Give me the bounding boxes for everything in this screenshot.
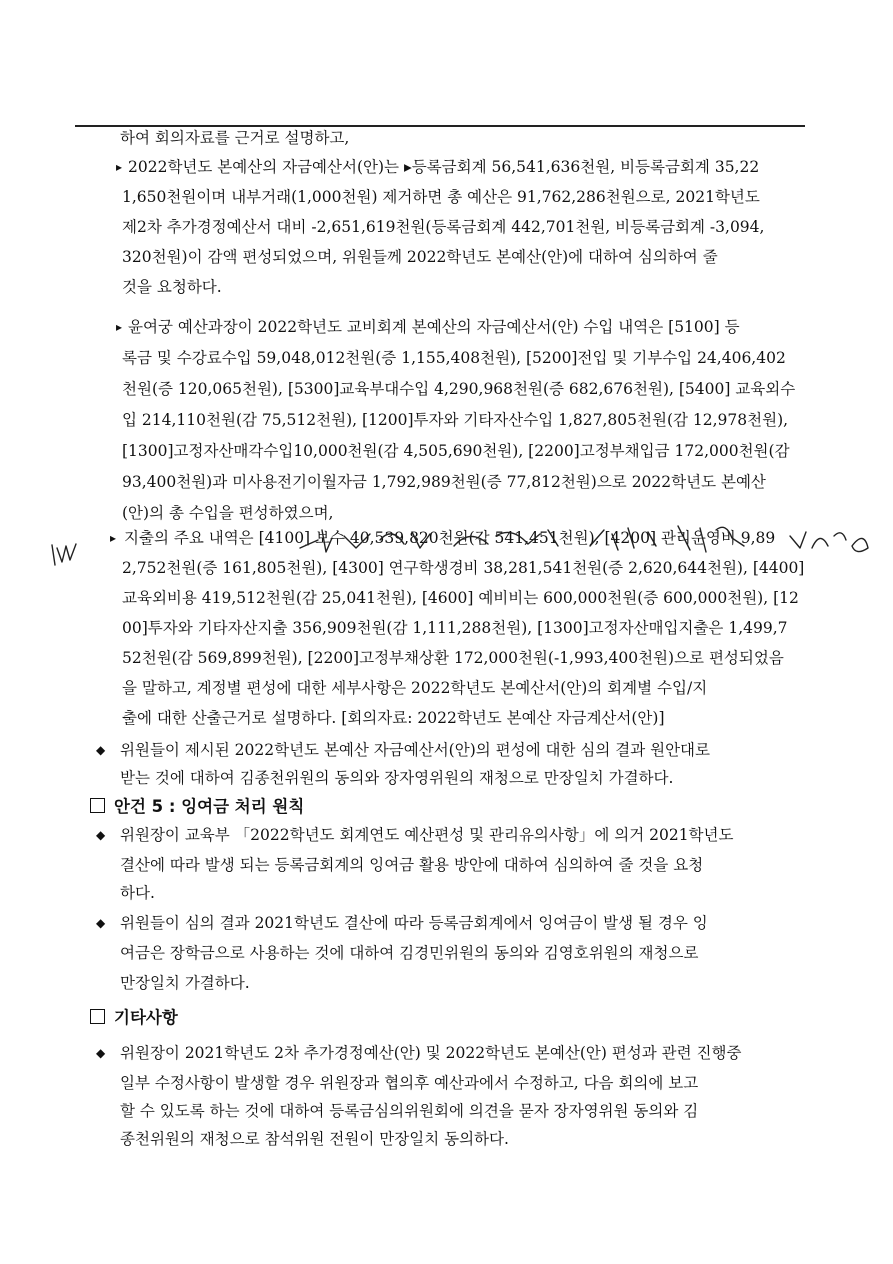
margin-scribble	[52, 544, 76, 565]
expense-line-7: 출에 대한 산출근거로 설명하다. [회의자료: 2022학년도 본예산 자금계산서(안)]	[122, 709, 665, 727]
income-line-2: 록금 및 수강료수입 59,048,012천원(증 1,155,408천원), [5200]전입 및 기부수입 24,406,402	[122, 349, 786, 367]
intro-line: 하여 회의자료를 근거로 설명하고,	[120, 129, 350, 147]
expense-line-1: 지출의 주요 내역은 [4100] 보수 40,539,820천원(감 541,451천원), [4200] 관리운영비 9,89	[124, 529, 776, 547]
section-5-item-2-line-1: 위원들이 심의 결과 2021학년도 결산에 따라 등록금회계에서 잉여금이 발생 될 경우 잉	[120, 914, 708, 932]
budget-line-3: 제2차 추가경정예산서 대비 -2,651,619천원(등록금회계 442,701천원, 비등록금회계 -3,094,	[122, 218, 765, 236]
checkbox-square-icon	[90, 1009, 105, 1024]
other-item-line-3: 할 수 있도록 하는 것에 대하여 등록금심의위원회에 의견을 묻자 장자영위원 동의와 김	[120, 1102, 699, 1120]
diamond-bullet-icon: ◆	[96, 1046, 106, 1060]
section-5-heading: 안건 5 : 잉여금 처리 원칙	[90, 796, 304, 818]
checkbox-square-icon	[90, 798, 105, 813]
income-line-3: 천원(증 120,065천원), [5300]교육부대수입 4,290,968천원(증 682,676천원), [5400] 교육외수	[122, 380, 796, 398]
income-line-1: 윤여궁 예산과장이 2022학년도 교비회계 본예산의 자금예산서(안) 수입 내역은 [5100] 등	[128, 318, 740, 336]
expense-line-2: 2,752천원(증 161,805천원), [4300] 연구학생경비 38,281,541천원(증 2,620,644천원), [4400]	[122, 559, 805, 577]
budget-line-2: 1,650천원이며 내부거래(1,000천원) 제거하면 총 예산은 91,762,286천원으로, 2021학년도	[122, 188, 760, 206]
triangle-bullet-icon: ▸	[116, 160, 123, 174]
triangle-bullet-icon: ▸	[116, 320, 123, 334]
diamond-bullet-icon: ◆	[96, 916, 106, 930]
section-5-item-1-line-1: 위원장이 교육부 「2022학년도 회계연도 예산편성 및 관리유의사항」에 의거 2021학년도	[120, 826, 734, 844]
other-item-line-2: 일부 수정사항이 발생할 경우 위원장과 협의후 예산과에서 수정하고, 다음 회의에 보고	[120, 1074, 699, 1092]
other-item-line-4: 종천위원의 재청으로 참석위원 전원이 만장일치 동의하다.	[120, 1130, 509, 1148]
budget-line-5: 것을 요청하다.	[122, 278, 222, 296]
decision-line-2: 받는 것에 대하여 김종천위원의 동의와 장자영위원의 재청으로 만장일치 가결하다.	[120, 769, 674, 787]
other-item-line-1: 위원장이 2021학년도 2차 추가경정예산(안) 및 2022학년도 본예산(안) 편성과 관련 진행중	[120, 1044, 742, 1062]
income-line-7: (안)의 총 수입을 편성하였으며,	[122, 504, 334, 522]
income-line-5: [1300]고정자산매각수입10,000천원(감 4,505,690천원), [2200]고정부채입금 172,000천원(감	[122, 442, 790, 460]
budget-line-4: 320천원)이 감액 편성되었으며, 위원들께 2022학년도 본예산(안)에 대하여 심의하여 줄	[122, 248, 718, 266]
income-line-6: 93,400천원)과 미사용전기이월자금 1,792,989천원(증 77,812천원)으로 2022학년도 본예산	[122, 473, 766, 491]
diamond-bullet-icon: ◆	[96, 743, 106, 757]
diamond-bullet-icon: ◆	[96, 828, 106, 842]
expense-line-3: 교육외비용 419,512천원(감 25,041천원), [4600] 예비비는 600,000천원(증 600,000천원), [12	[122, 589, 799, 607]
section-5-item-1-line-3: 하다.	[120, 884, 155, 902]
decision-line-1: 위원들이 제시된 2022학년도 본예산 자금예산서(안)의 편성에 대한 심의 결과 원안대로	[120, 741, 710, 759]
section-5-item-2-line-3: 만장일치 가결하다.	[120, 974, 250, 992]
income-line-4: 입 214,110천원(감 75,512천원), [1200]투자와 기타자산수입 1,827,805천원(감 12,978천원),	[122, 411, 789, 429]
expense-line-4: 00]투자와 기타자산지출 356,909천원(감 1,111,288천원), [1300]고정자산매입지출은 1,499,7	[122, 619, 788, 637]
expense-line-6: 을 말하고, 계정별 편성에 대한 세부사항은 2022학년도 본예산서(안)의 회계별 수입/지	[122, 679, 708, 697]
section-5-item-2-line-2: 여금은 장학금으로 사용하는 것에 대하여 김경민위원의 동의와 김영호위원의 재청으로	[120, 944, 699, 962]
triangle-bullet-icon: ▸	[110, 531, 117, 545]
budget-line-1: 2022학년도 본예산의 자금예산서(안)는 ▸등록금회계 56,541,636천원, 비등록금회계 35,22	[128, 158, 760, 176]
section-other-heading: 기타사항	[90, 1007, 178, 1029]
top-divider-line	[75, 125, 805, 127]
section-5-item-1-line-2: 결산에 따라 발생 되는 등록금회계의 잉여금 활용 방안에 대하여 심의하여 줄 것을 요청	[120, 856, 704, 874]
right-margin-scribble	[790, 532, 868, 552]
expense-line-5: 52천원(감 569,899천원), [2200]고정부채상환 172,000천원(-1,993,400천원)으로 편성되었음	[122, 649, 784, 667]
